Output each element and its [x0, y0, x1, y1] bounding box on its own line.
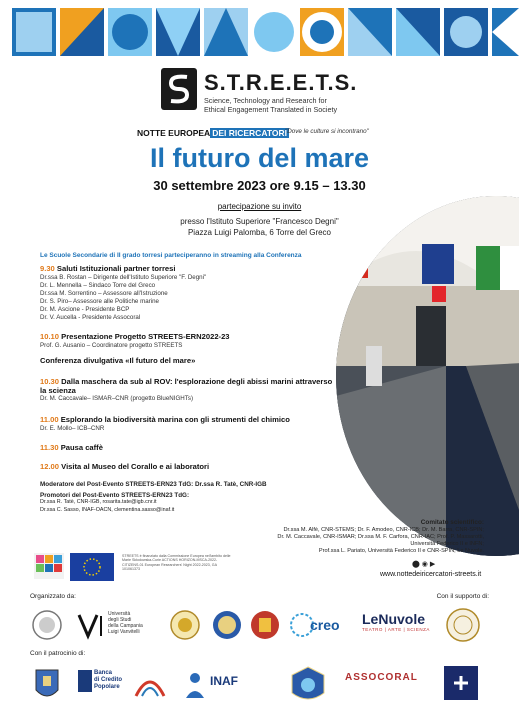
svg-text:creo: creo: [310, 617, 340, 633]
brand-tagline: [204, 96, 374, 114]
notte-slogan: "Dove le culture si incontrano": [285, 128, 369, 135]
eu-funding-text: STREETS è finanziato dalla Commissione Europea nell'ambito delle Marie Skłodowska-Curie ACTIONS HORIZON-MSCA-2022-CITIZENS-01 European Researchers' Night 2022-2023, GA 101061373: [122, 554, 231, 571]
geometric-banner: [0, 0, 519, 62]
banner-pattern-icon: [0, 0, 519, 62]
promoters-title: Promotori del Post-Evento STREETS-ERN23 TdG:: [40, 491, 190, 499]
banca-text: [94, 670, 122, 691]
torre-del-greco-crest-icon: [34, 668, 60, 709]
item-title: Dalla maschera da sub al ROV: l'esplorazione degli abissi marini attraverso la scienza: [40, 377, 333, 395]
instagram-icon[interactable]: ◉: [421, 561, 428, 568]
coral-museum-logo-icon: [132, 668, 168, 707]
item-time: 9.30: [40, 264, 55, 273]
item-speaker: Prof. G. Ausanio – Coordinatore progetto STREETS: [40, 341, 183, 349]
banca-line: di Credito: [94, 677, 122, 683]
item-time: 10.10: [40, 332, 60, 341]
moderators-block: [40, 481, 420, 514]
promoter-line: Dr.ssa R. Tatè, CNR-IGB, rosarita.tate@igb.cnr.it: [40, 499, 157, 506]
degni-crest-icon: [250, 610, 280, 645]
banca-line: Popolare: [94, 684, 120, 690]
item-title: Pausa caffè: [60, 443, 103, 452]
support-label: Con il supporto di:: [436, 593, 489, 600]
item-title: Esplorando la biodiversità marina con gli strumenti del chimico: [60, 415, 290, 424]
program-intro: Le Scuole Secondarie di II grado torresi parteciperanno in streaming alla Conferenza: [40, 252, 302, 259]
institute-seal-icon: [212, 610, 242, 645]
le-nuvole-name: LeNuvole: [362, 611, 426, 627]
program-item: [40, 333, 420, 350]
item-time: 10.30: [40, 377, 60, 386]
item-title: Visita al Museo del Corallo e ai laboratori: [61, 462, 210, 471]
vanvitelli-text: [108, 611, 158, 635]
univ-line: Università: [108, 611, 131, 617]
item-speaker: Dr. S. Piro– Assessore alle Politiche marine: [40, 297, 159, 305]
univ-line: Luigi Vanvitelli: [108, 629, 140, 635]
streets-logo-icon: [161, 68, 197, 110]
item-speaker: Dr. M. Caccavale– ISMAR–CNR (progetto BlueNIGHTs): [40, 395, 194, 403]
le-nuvole-sub: TEATRO | ARTE | SCIENZA: [362, 627, 430, 632]
item-time: 11.00: [40, 415, 59, 424]
tagline-line: Ethical Engagement Translated in Society: [204, 105, 338, 114]
vanvitelli-logo-icon: [76, 610, 106, 645]
brand-name: S.T.R.E.E.T.S.: [204, 70, 358, 95]
cnr-seal-icon: [32, 610, 62, 645]
item-time: 12.00: [40, 462, 60, 471]
promoter-line: Dr.ssa C. Sasso, INAF-OACN, clementina.sasso@inaf.it: [40, 506, 175, 513]
committee-title: Comitato scientifico:: [420, 519, 484, 526]
venue-line: Piazza Luigi Palomba, 6 Torre del Greco: [187, 228, 332, 237]
youtube-icon[interactable]: ▶: [429, 561, 436, 568]
plus-logo-icon: [444, 666, 478, 705]
creo-logo-icon: [290, 612, 352, 643]
bank-icon: [78, 670, 92, 692]
inaf-name: INAF: [210, 674, 238, 688]
item-speaker: Dr.ssa B. Rostan – Dirigente dell'Istituto Superiore "F. Degni": [40, 273, 207, 281]
tagline-line: Science, Technology and Research for: [204, 96, 327, 105]
scientific-committee: [268, 519, 484, 555]
item-time: 11.30: [40, 443, 59, 452]
marine-seal-icon: [290, 665, 326, 710]
program-item: [40, 378, 340, 403]
committee-line: Dr.ssa M. Alfè, CNR-STEMS; Dr. F. Amodeo, CNR-ICB; Dr. M. Barra, CNR-SPIN;: [283, 527, 484, 533]
item-speaker: Dr. E. Mollo– ICB–CNR: [40, 424, 105, 432]
patronage-label: Con il patrocinio di:: [30, 650, 86, 657]
facebook-icon[interactable]: ⬤: [412, 561, 420, 568]
figures-logo-icon: [182, 670, 208, 705]
inaf-logo: [210, 674, 238, 688]
item-speaker: Dr.ssa M. Sorrentino – Assessore all'Istruzione: [40, 289, 168, 297]
item-title: Conferenza divulgativa «Il futuro del mare»: [40, 356, 196, 365]
le-nuvole-logo: [362, 611, 430, 632]
program-item: [40, 463, 420, 472]
univ-line: degli Studi: [108, 617, 132, 623]
committee-line: Dr. M. Caccavale, CNR-ISMAR; Dr.ssa M. F. Carfora, CNR-IAC; Prof. P. Massarotti, Università Federico II e INFN;: [277, 534, 484, 547]
federico-ii-seal-icon: [446, 608, 480, 647]
item-speaker: Dr. M. Ascione - Presidente BCP: [40, 305, 130, 313]
event-date: 30 settembre 2023 ore 9.15 – 13.30: [153, 178, 366, 193]
social-icons: [412, 560, 435, 568]
item-title: Saluti Istituzionali partner torresi: [56, 264, 176, 273]
univ-line: della Campania: [108, 623, 143, 629]
page-title: Il futuro del mare: [149, 143, 370, 173]
eu-funding-logos: [34, 553, 118, 583]
moderator-line: Moderatore del Post-Evento STREETS-ERN23 TdG: Dr.ssa R. Tatè, CNR-IGB: [40, 481, 267, 488]
venue-line: presso l'Istituto Superiore "Francesco Degni": [180, 217, 339, 226]
program-item: [40, 444, 420, 453]
university-seal-icon: [170, 610, 200, 645]
item-speaker: Dr. V. Aucella - Presidente Assocoral: [40, 313, 141, 321]
organized-label: Organizzato da:: [30, 593, 76, 600]
program-item: [40, 265, 420, 322]
notte-label-a: NOTTE EUROPEA: [137, 128, 211, 138]
item-title: Presentazione Progetto STREETS-ERN2022-23: [61, 332, 230, 341]
notte-europea-label: [137, 128, 289, 138]
assocoral-logo: ASSOCORAL: [345, 672, 418, 683]
program-item: [40, 416, 340, 433]
item-speaker: Dr. L. Mennella – Sindaco Torre del Greco: [40, 281, 156, 289]
program-item: [40, 357, 420, 366]
banca-line: Banca: [94, 670, 113, 676]
website-link[interactable]: www.nottedeiricercatori-streets.it: [380, 571, 482, 578]
banca-credito-popolare-logo: [78, 670, 92, 697]
invite-note: partecipazione su invito: [217, 202, 302, 211]
committee-line: Prof.ssa L. Pariato, Università Federico II e CNR-SPIN; Le Nuvole.: [318, 548, 484, 554]
notte-label-b: DEI RICERCATORI: [212, 128, 287, 138]
